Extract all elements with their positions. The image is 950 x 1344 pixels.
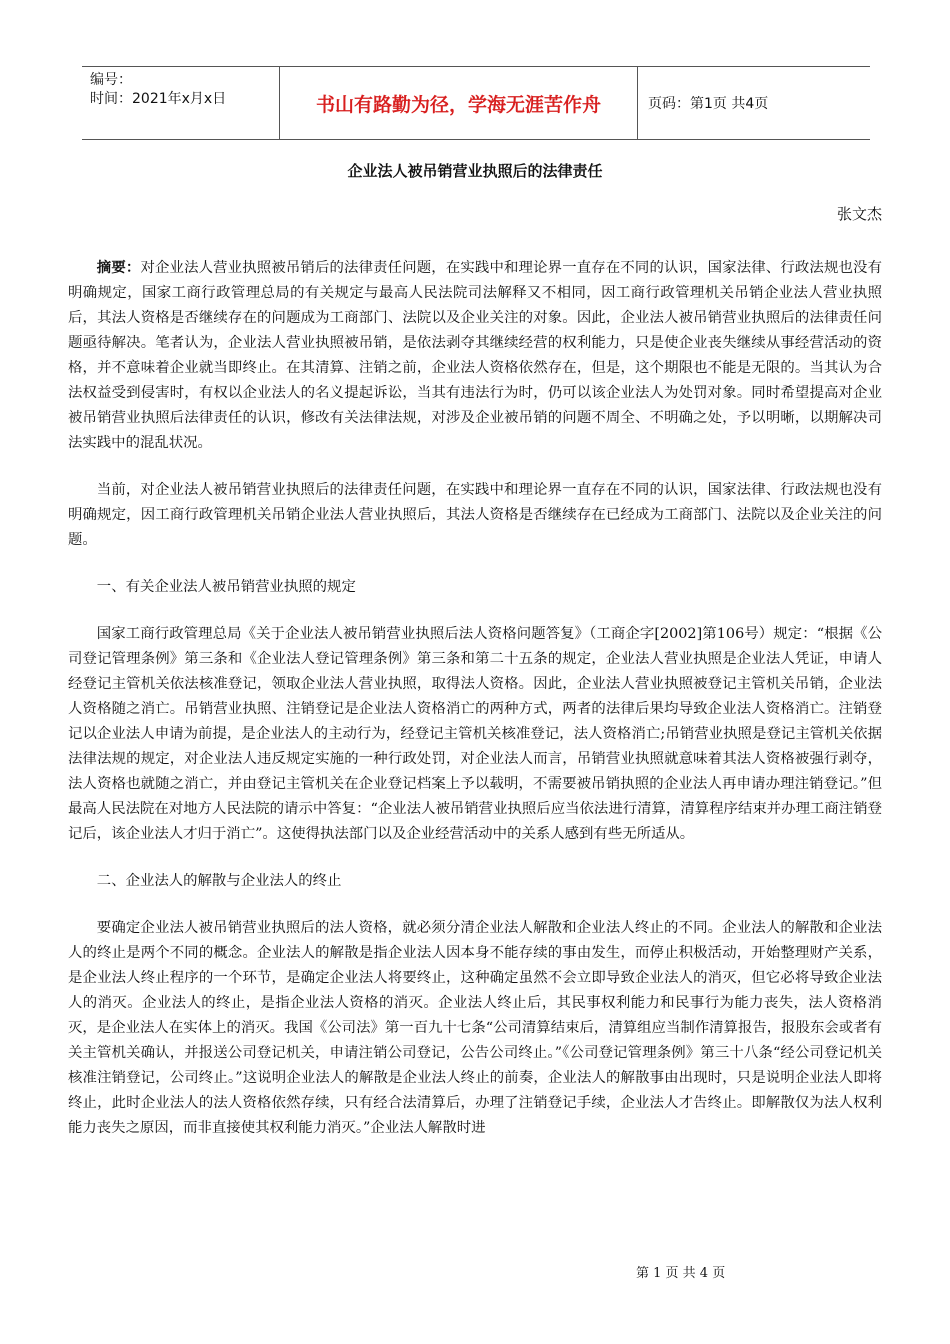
abstract-paragraph: [68, 255, 882, 456]
document-title: 企业法人被吊销营业执照后的法律责任: [347, 162, 603, 180]
section2-paragraph: 要确定企业法人被吊销营业执照后的法人资格，就必须分清企业法人解散和企业法人终止的不同。企业法人的解散和企业法人的终止是两个不同的概念。企业法人的解散是指企业法人因本身不能存续的事由发生，而停止积极活动，开始整理财产关系，是企业法人终止程序的一个环节，是确定企业法人将要终止，这种确定虽然不会立即导致企业法人的消灭，但它必将导致企业法人的消灭。企业法人的终止，是指企业法人资格的消灭。企业法人终止后，其民事权利能力和民事行为能力丧失，法人资格消灭，是企业法人在实体上的消灭。我国《公司法》第一百九十七条“公司清算结束后，清算组应当制作清算报告，报股东会或者有关主管机关确认，并报送公司登记机关，申请注销公司登记，公告公司终止。”《公司登记管理条例》第三十八条“经公司登记机关核准注销登记，公司终止。”这说明企业法人的解散是企业法人终止的前奏，企业法人的解散事由出现时，只是说明企业法人即将终止，此时企业法人的法人资格依然存续，只有经合法清算后，办理了注销登记手续，企业法人才告终止。即解散仅为法人权利能力丧失之原因，而非直接使其权利能力消灭。”企业法人解散时进: [68, 920, 882, 1136]
abstract-text: 对企业法人营业执照被吊销后的法律责任问题，在实践中和理论界一直存在不同的认识，国家法律、行政法规也没有明确规定，国家工商行政管理总局的有关规定与最高人民法院司法解释又不相同，因工商行政管理机关吊销企业法人营业执照后，其法人资格是否继续存在的问题成为工商部门、法院以及企业关注的对象。因此，企业法人被吊销营业执照后的法律责任问题亟待解决。笔者认为，企业法人营业执照被吊销，是依法剥夺其继续经营的权利能力，只是使企业丧失继续从事经营活动的资格，并不意味着企业就当即终止。在其清算、注销之前，企业法人资格依然存在，但是，这个期限也不能是无限的。当其认为合法权益受到侵害时，有权以企业法人的名义提起诉讼，当其有违法行为时，仍可以该企业法人为处罚对象。同时希望提高对企业被吊销营业执照后法律责任的认识，修改有关法律法规，对涉及企业被吊销的问题不周全、不明确之处，予以明晰，以期解决司法实践中的混乱状况。: [68, 260, 882, 451]
intro-paragraph: 当前，对企业法人被吊销营业执照后的法律责任问题，在实践中和理论界一直存在不同的认识，国家法律、行政法规也没有明确规定，因工商行政管理机关吊销企业法人营业执照后，其法人资格是否继续存在已经成为工商部门、法院以及企业关注的问题。: [68, 482, 882, 548]
document-body: [68, 255, 882, 1163]
time-label: 时间：2021年x月x日: [90, 91, 227, 107]
section1-paragraph: 国家工商行政管理总局《关于企业法人被吊销营业执照后法人资格问题答复》（工商企字[2002]第106号）规定：“根据《公司登记管理条例》第三条和《企业法人登记管理条例》第三条和第二十五条的规定，企业法人营业执照是企业法人凭证，申请人经登记主管机关依法核准登记，领取企业法人营业执照，取得法人资格。因此，企业法人营业执照被登记主管机关吊销，企业法人资格随之消亡。吊销营业执照、注销登记是企业法人资格消亡的两种方式，两者的法律后果均导致企业法人资格消亡。注销登记以企业法人申请为前提，是企业法人的主动行为，经登记主管机关核准登记，法人资格消亡;吊销营业执照是登记主管机关依据法律法规的规定，对企业法人违反规定实施的一种行政处罚，对企业法人而言，吊销营业执照就意味着其法人资格被强行剥夺，法人资格也就随之消亡，并由登记主管机关在企业登记档案上予以载明，不需要被吊销执照的企业法人再申请办理注销登记。”但最高人民法院在对地方人民法院的请示中答复：“企业法人被吊销营业执照后应当依法进行清算，清算程序结束并办理工商注销登记后，该企业法人才归于消亡”。这使得执法部门以及企业经营活动中的关系人感到有些无所适从。: [68, 626, 882, 842]
number-label: 编号：: [90, 72, 132, 88]
section2-heading: 二、企业法人的解散与企业法人的终止: [96, 873, 342, 889]
section1-heading: 一、有关企业法人被吊销营业执照的规定: [96, 579, 356, 595]
document-header: [82, 66, 870, 140]
header-meta: [82, 67, 280, 139]
header-motto: 书山有路勤为径，学海无涯苦作舟: [280, 67, 638, 139]
document-author: 张文杰: [836, 205, 882, 223]
page-footer: 第 1 页 共 4 页: [636, 1266, 726, 1281]
abstract-label: 摘要：: [96, 259, 141, 276]
header-page-info: 页码：第1页 共4页: [648, 96, 769, 112]
